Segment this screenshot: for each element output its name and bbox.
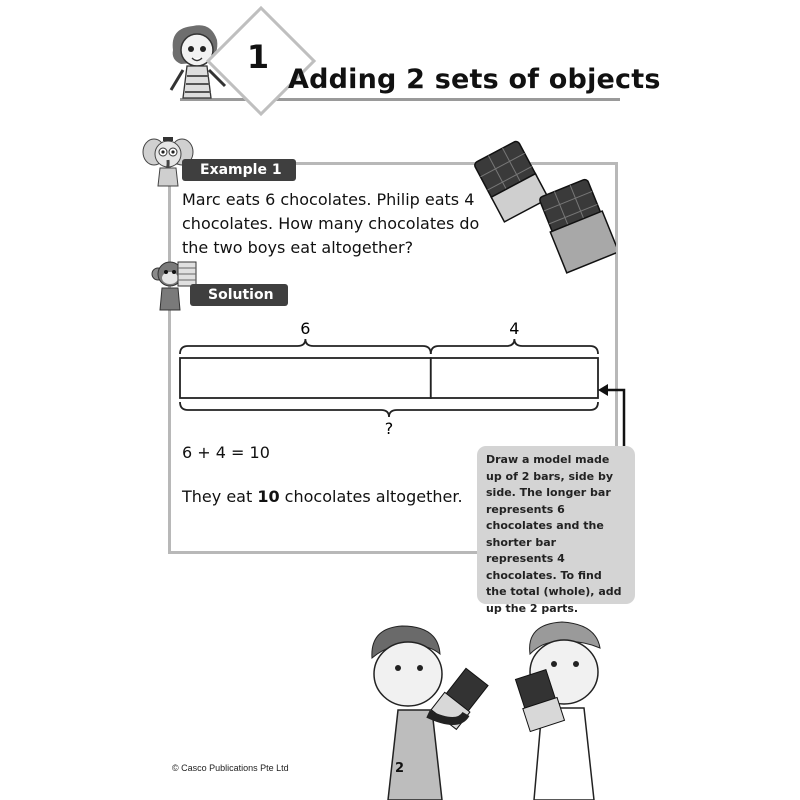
- example-tag: Example 1: [182, 159, 296, 181]
- example-question: Marc eats 6 chocolates. Philip eats 4 chocolates. How many chocolates do the two boys eat altogether?: [182, 190, 480, 257]
- bar-left-part: [180, 358, 431, 398]
- chapter-title: Adding 2 sets of objects: [288, 64, 661, 95]
- bar-total-label: ?: [384, 419, 394, 438]
- copyright-text: © Casco Publications Pte Ltd: [172, 763, 289, 773]
- solution-equation: 6 + 4 = 10: [182, 443, 270, 462]
- answer-suffix: chocolates altogether.: [279, 487, 463, 506]
- callout-arrow-icon: [596, 380, 636, 450]
- solution-tag: Solution: [190, 284, 288, 306]
- answer-value: 10: [257, 487, 280, 506]
- chapter-number: 1: [246, 38, 270, 76]
- bar-right-part: [431, 358, 598, 398]
- page-number: 2: [395, 761, 405, 776]
- bar-model-diagram: [172, 316, 612, 438]
- answer-prefix: They eat: [182, 487, 258, 506]
- top-brace-right: [431, 339, 598, 354]
- bar-left-label: 6: [300, 319, 311, 338]
- solution-answer: [182, 487, 463, 506]
- top-brace-left: [180, 339, 431, 354]
- tip-callout: Draw a model made up of 2 bars, side by side. The longer bar represents 6 chocolates and the shorter bar represents 4 chocolates. To find the total (whole), add up the 2 parts.: [477, 446, 635, 604]
- bottom-brace-total: [180, 402, 598, 417]
- bar-right-label: 4: [509, 319, 520, 338]
